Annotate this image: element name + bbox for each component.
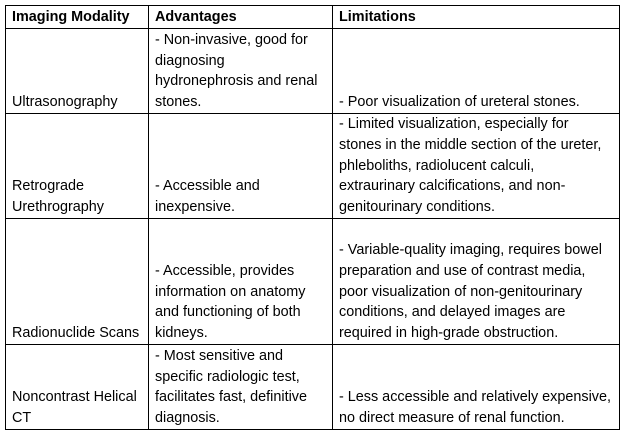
imaging-modality-table [5, 5, 620, 430]
table-row [6, 219, 620, 345]
limitations-cell: - Variable-quality imaging, requires bowel preparation and use of contrast media, poor visualization of non-genitourinary conditions, and delayed images are required in high-grade obstruction. [333, 219, 620, 345]
table-row [6, 29, 620, 114]
modality-cell: Radionuclide Scans [6, 219, 149, 345]
header-limitations: Limitations [333, 6, 620, 29]
modality-cell: Noncontrast Helical CT [6, 345, 149, 430]
limitations-cell: - Poor visualization of ureteral stones. [333, 29, 620, 114]
advantages-cell: - Accessible, provides information on anatomy and functioning of both kidneys. [149, 219, 333, 345]
header-advantages: Advantages [149, 6, 333, 29]
header-imaging-modality: Imaging Modality [6, 6, 149, 29]
modality-cell: Retrograde Urethrography [6, 114, 149, 219]
modality-cell: Ultrasonography [6, 29, 149, 114]
advantages-cell: - Most sensitive and specific radiologic test, facilitates fast, definitive diagnosis. [149, 345, 333, 430]
table-row [6, 114, 620, 219]
advantages-cell: - Accessible and inexpensive. [149, 114, 333, 219]
limitations-cell: - Limited visualization, especially for stones in the middle section of the ureter, phleboliths, radiolucent calculi, extraurinary calcifications, and non-genitourinary conditions. [333, 114, 620, 219]
limitations-cell: - Less accessible and relatively expensive, no direct measure of renal function. [333, 345, 620, 430]
advantages-cell: - Non-invasive, good for diagnosing hydronephrosis and renal stones. [149, 29, 333, 114]
table-row [6, 345, 620, 430]
header-row [6, 6, 620, 29]
